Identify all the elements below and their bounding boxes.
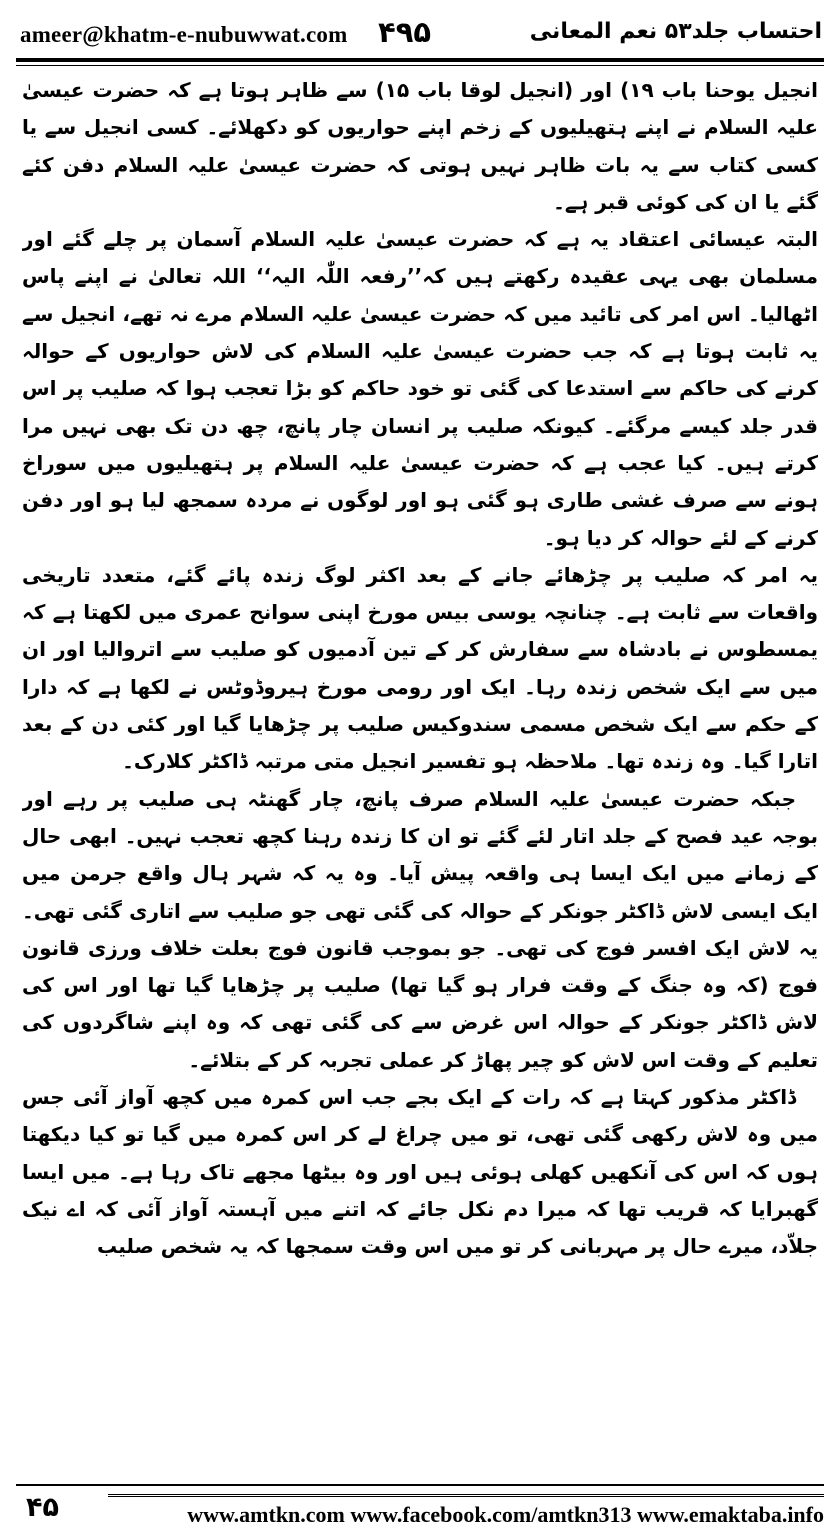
footer-rule bbox=[16, 1484, 824, 1486]
page-header bbox=[16, 14, 824, 58]
body-text bbox=[22, 72, 818, 1477]
paragraph: یہ امر کہ صلیب پر چڑھائے جانے کے بعد اکثر لوگ زندہ پائے گئے، متعدد تاریخی واقعات سے ثابت ہے۔ چنانچہ یوسی بیس مورخ اپنی سوانح عمری میں لکھتا ہے کہ یمسطوس نے بادشاہ سے سفارش کر کے تین آدمیوں کو صلیب سے اتروالیا اور ان میں سے ایک شخص زندہ رہا۔ ایک اور رومی مورخ ہیروڈوٹس نے لکھا ہے کہ دارا کے حکم سے ایک شخص مسمی سندوکیس صلیب پر چڑھایا گیا اور کئی دن کے بعد اتارا گیا۔ وہ زندہ تھا۔ ملاحظہ ہو تفسیر انجیل متی مرتبہ ڈاکٹر کلارک۔ bbox=[22, 562, 818, 774]
paragraph: انجیل یوحنا باب ۱۹) اور (انجیل لوقا باب ۱۵) سے ظاہر ہوتا ہے کہ حضرت عیسیٰ علیہ السلام نے اپنے ہتھیلیوں کے زخم اپنے حواریوں کو دکھلائے۔ کسی انجیل سے یا کسی کتاب سے یہ بات ظاہر نہیں ہوتی کہ حضرت عیسیٰ علیہ السلام دفن کئے گئے یا ان کی کوئی قبر ہے۔ bbox=[22, 78, 818, 214]
page-footer bbox=[16, 1484, 824, 1534]
header-email[interactable]: ameer@khatm-e-nubuwwat.com bbox=[20, 22, 348, 47]
paragraph: البتہ عیسائی اعتقاد یہ ہے کہ حضرت عیسیٰ علیہ السلام آسمان پر چلے گئے اور مسلمان بھی یہی عقیدہ رکھتے ہیں کہ’’رفعہ اللّٰہ الیہ‘‘ اللہ تعالیٰ نے اپنے پاس اٹھالیا۔ اس امر کی تائید میں کہ حضرت عیسیٰ علیہ السلام مرے نہ تھے، انجیل سے یہ ثابت ہوتا ہے کہ جب حضرت عیسیٰ علیہ السلام کی لاش حواریوں کے حوالہ کرنے کی حاکم سے استدعا کی گئی تو خود حاکم کو بڑا تعجب ہوا کہ صلیب پر اس قدر جلد کیسے مرگئے۔ کیونکہ صلیب پر انسان چار پانچ، چھ دن تک بھی نہیں مرا کرتے ہیں۔ کیا عجب ہے کہ حضرت عیسیٰ علیہ السلام پر ہتھیلیوں میں سوراخ ہونے سے صرف غشی طاری ہو گئی ہو اور لوگوں نے مردہ سمجھ لیا ہو اور دفن کرنے کے لئے حوالہ کر دیا ہو۔ bbox=[22, 227, 818, 550]
header-rule-thin bbox=[16, 65, 824, 66]
paragraph: جبکہ حضرت عیسیٰ علیہ السلام صرف پانچ، چار گھنٹہ ہی صلیب پر رہے اور بوجہ عید فصح کے جلد اتار لئے گئے تو ان کا زندہ رہنا کچھ تعجب نہیں۔ ابھی حال کے زمانے میں ایک ایسا ہی واقعہ پیش آیا۔ وہ یہ کہ شہر ہال واقع جرمن میں ایک ایسی لاش ڈاکٹر جونکر کے حوالہ کی گئی تھی جو صلیب سے اتاری گئی تھی۔ یہ لاش ایک افسر فوج کی تھی۔ جو بموجب قانون فوج بعلت خلاف ورزی قانون فوج (کہ وہ جنگ کے وقت فرار ہو گیا تھا) صلیب پر چڑھایا گیا تھا اور اس کی لاش ڈاکٹر جونکر کے حوالہ اس غرض سے کی گئی تھی کہ وہ اپنے شاگردوں کی تعلیم کے وقت اس لاش کو چیر پھاڑ کر عملی تجربہ کر کے بتلائے۔ bbox=[22, 786, 818, 1072]
header-title: احتساب جلد۵۳ نعم المعانی bbox=[529, 19, 822, 44]
paragraph: ڈاکٹر مذکور کہتا ہے کہ رات کے ایک بجے جب اس کمرہ میں کچھ آواز آئی جس میں وہ لاش رکھی گئی تھی، تو میں چراغ لے کر اس کمرہ میں گیا تو کیا دیکھتا ہوں کہ اس کی آنکھیں کھلی ہوئی ہیں اور وہ بیٹھا مجھے تاک رہا ہے۔ میں ایسا گھبرایا کہ قریب تھا کہ میرا دم نکل جائے کہ اتنے میں آہستہ آواز آئی کہ اے نیک جلاّد، میرے حال پر مہربانی کر تو میں اس وقت سمجھا کہ یہ شخص صلیب bbox=[22, 1085, 818, 1259]
footer-links[interactable]: www.amtkn.com www.facebook.com/amtkn313 www.emaktaba.info bbox=[108, 1494, 824, 1533]
footer-page-number: ۴۵ bbox=[26, 1492, 59, 1523]
header-rule bbox=[16, 58, 824, 62]
header-volume-page-number: ۴۹۵ bbox=[378, 15, 432, 49]
